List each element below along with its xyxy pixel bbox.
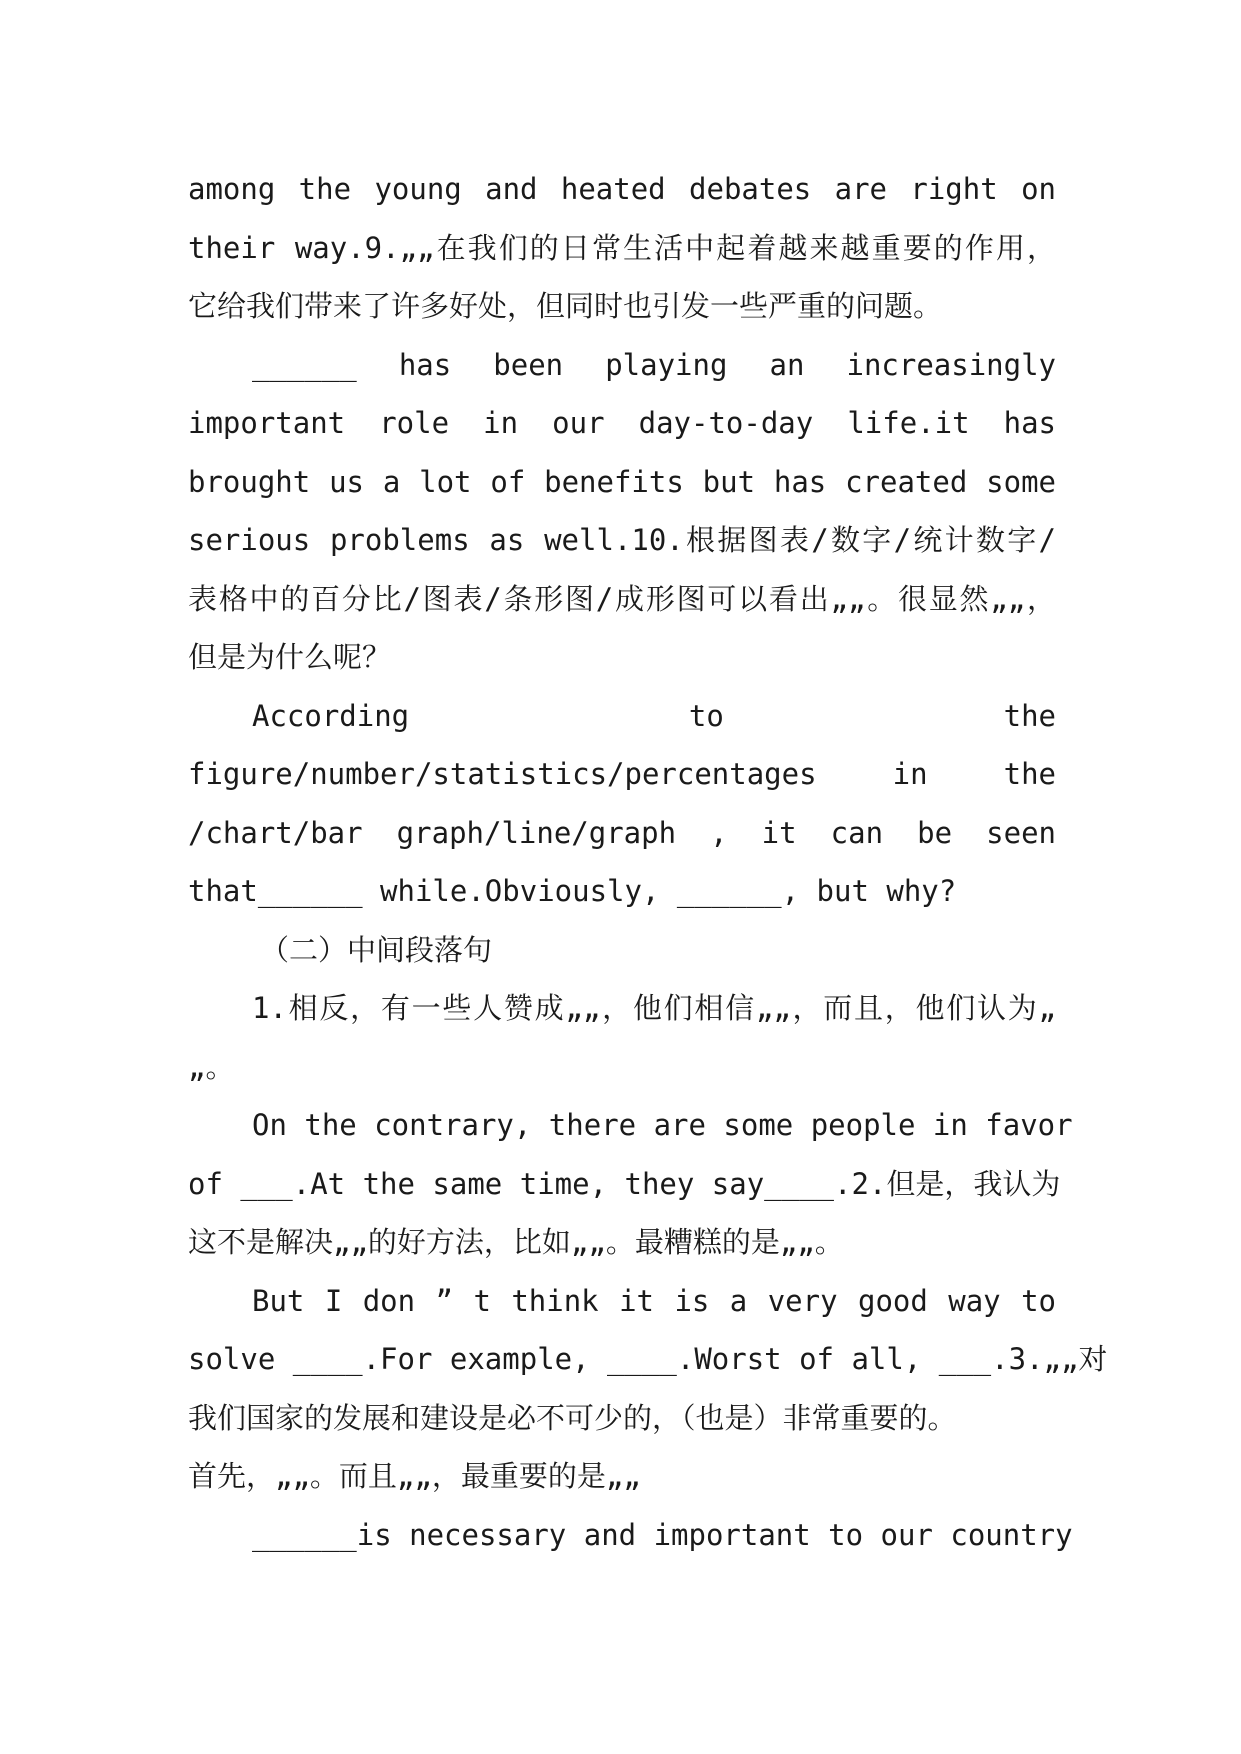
text-line: On the contrary, there are some people in favor (252, 1108, 1073, 1142)
text-line: /chart/bar graph/line/graph , it can be seen (188, 815, 1056, 850)
text-line: 1.相反，有一些人赞成„„，他们相信„„，而且，他们认为„ (252, 991, 1056, 1025)
text-line: ______ has been playing an increasingly (252, 347, 1056, 382)
document-body (188, 160, 1108, 1564)
text-line: 表格中的百分比/图表/条形图/成形图可以看出„„。很显然„„， (188, 581, 1056, 616)
text-line: of ___.At the same time, they say____.2.但是，我认为 (188, 1166, 1061, 1201)
text-line: 但是为什么呢？ (188, 640, 392, 674)
text-line: According to the (252, 698, 1056, 733)
text-line: among the young and heated debates are right on (188, 172, 1056, 206)
text-line: ______is necessary and important to our country (252, 1517, 1073, 1552)
text-line: 它给我们带来了许多好处，但同时也引发一些严重的问题。 (188, 289, 943, 323)
text-line: 我们国家的发展和建设是必不可少的，（也是）非常重要的。 (188, 1400, 957, 1435)
text-line: solve ____.For example, ____.Worst of all, ___.3.„„对 (188, 1342, 1108, 1376)
text-line: „。 (188, 1049, 235, 1084)
text-line: figure/number/statistics/percentages in the (188, 757, 1056, 791)
text-line: brought us a lot of benefits but has created some (188, 464, 1056, 499)
section-heading: （二）中间段落句 (260, 932, 493, 967)
text-line: But I don ” t think it is a very good way to (252, 1283, 1056, 1318)
text-line: 这不是解决„„的好方法，比如„„。最糟糕的是„„。 (188, 1225, 844, 1259)
text-line: important role in our day-to-day life.it has (188, 406, 1056, 440)
text-line: their way.9.„„在我们的日常生活中起着越来越重要的作用， (188, 230, 1056, 265)
text-line: that______ while.Obviously, ______, but why? (188, 874, 957, 908)
text-line: serious problems as well.10.根据图表/数字/统计数字/ (188, 523, 1056, 557)
text-line: 首先，„„。而且„„，最重要的是„„ (188, 1459, 641, 1493)
